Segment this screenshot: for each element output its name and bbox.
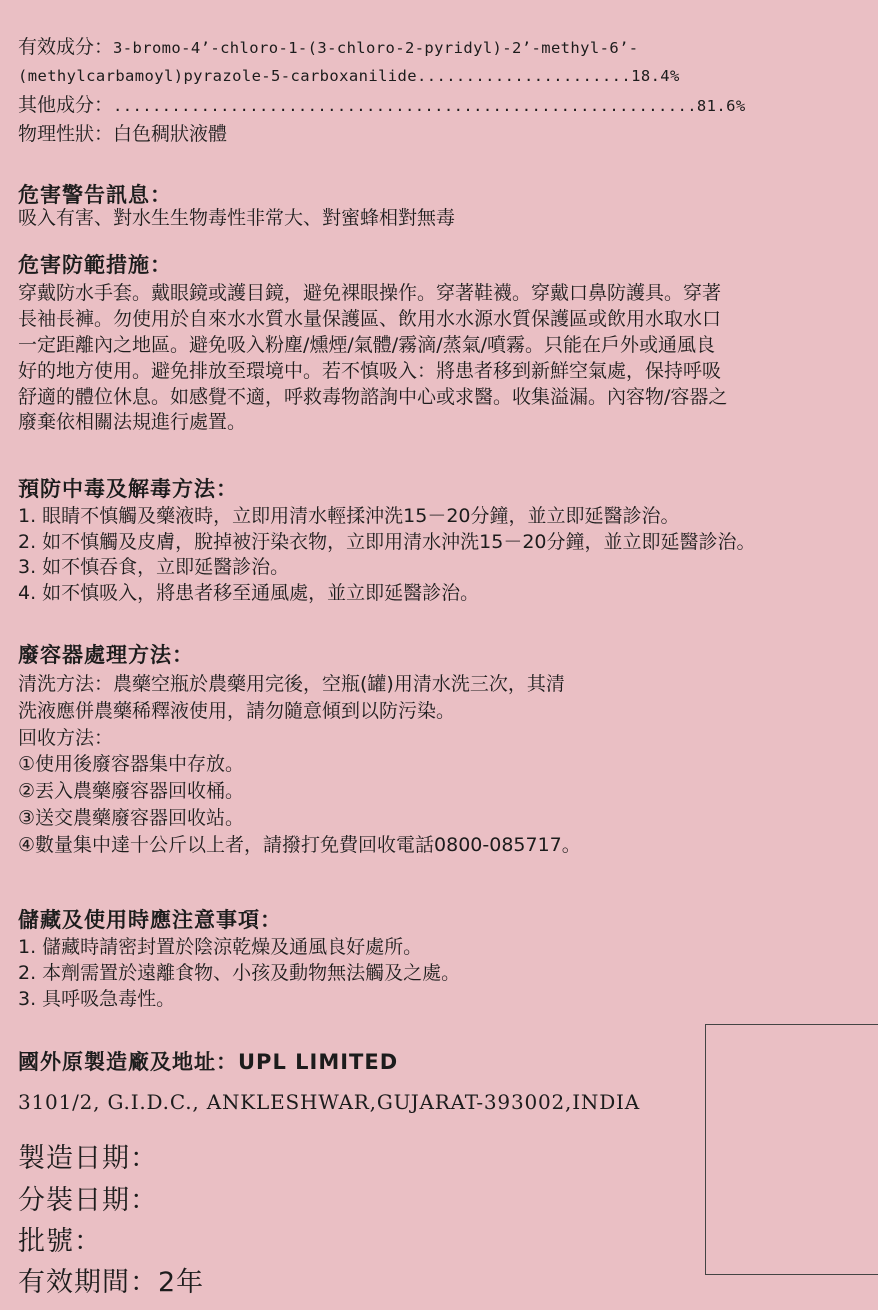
- other-ingredients-value: ............................................................81.6%: [113, 97, 746, 115]
- disposal-line: ①使用後廢容器集中存放。: [18, 753, 245, 775]
- other-ingredients-label: 其他成分：: [18, 94, 114, 116]
- firstaid-title: 預防中毒及解毒方法：: [18, 477, 238, 501]
- precaution-title: 危害防範措施：: [18, 253, 172, 277]
- hazard-title: 危害警告訊息：: [18, 183, 172, 207]
- manufacturer-title: 國外原製造廠及地址：UPL LIMITED: [18, 1050, 399, 1074]
- storage-title: 儲藏及使用時應注意事項：: [18, 908, 282, 932]
- other-ingredients: [18, 92, 746, 119]
- firstaid-item: 2. 如不慎觸及皮膚，脫掉被汙染衣物，立即用清水沖洗15－20分鐘，並立即延醫診治。: [18, 531, 756, 553]
- storage-item: 3. 具呼吸急毒性。: [18, 988, 176, 1010]
- precaution-line: 廢棄依相關法規進行處置。: [18, 411, 247, 433]
- precaution-line: 穿戴防水手套。戴眼鏡或護目鏡，避免裸眼操作。穿著鞋襪。穿戴口鼻防護具。穿著: [18, 282, 722, 304]
- disposal-line: 洗液應併農藥稀釋液使用，請勿隨意傾到以防污染。: [18, 700, 456, 722]
- physical-state: 物理性狀：白色稠狀液體: [18, 123, 228, 145]
- active-ingredient-name: 3-bromo-4’-chloro-1-(3-chloro-2-pyridyl)-2’-methyl-6’-: [113, 39, 639, 57]
- disposal-line: ②丟入農藥廢容器回收桶。: [18, 780, 245, 802]
- precaution-line: 好的地方使用。避免排放至環境中。若不慎吸入：將患者移到新鮮空氣處，保持呼吸: [18, 360, 722, 382]
- disposal-line: ④數量集中達十公斤以上者，請撥打免費回收電話0800-085717。: [18, 834, 581, 856]
- disposal-line: ③送交農藥廢容器回收站。: [18, 807, 245, 829]
- stamp-box: [705, 1024, 878, 1275]
- manufacturer-address: 3101/2, G.I.D.C., ANKLESHWAR,GUJARAT-393002,INDIA: [18, 1090, 640, 1114]
- batch-number-label: 批號：: [18, 1226, 102, 1257]
- hazard-text: 吸入有害、對水生生物毒性非常大、對蜜蜂相對無毒: [18, 207, 456, 229]
- disposal-line: 回收方法：: [18, 727, 114, 749]
- active-ingredient-line-2: (methylcarbamoyl)pyrazole-5-carboxanilide......................18.4%: [18, 67, 680, 85]
- precaution-line: 舒適的體位休息。如感覺不適，呼救毒物諮詢中心或求醫。收集溢漏。內容物/容器之: [18, 386, 728, 408]
- firstaid-item: 4. 如不慎吸入，將患者移至通風處，並立即延醫診治。: [18, 582, 480, 604]
- precaution-line: 長袖長褲。勿使用於自來水水質水量保護區、飲用水水源水質保護區或飲用水取水口: [18, 308, 722, 330]
- packaging-date-label: 分裝日期：: [18, 1185, 158, 1216]
- firstaid-item: 1. 眼睛不慎觸及藥液時，立即用清水輕揉沖洗15－20分鐘，並立即延醫診治。: [18, 505, 680, 527]
- disposal-title: 廢容器處理方法：: [18, 643, 194, 667]
- storage-item: 2. 本劑需置於遠離食物、小孩及動物無法觸及之處。: [18, 962, 461, 984]
- active-ingredient-line-1: [18, 34, 639, 61]
- precaution-line: 一定距離內之地區。避免吸入粉塵/燻煙/氣體/霧滴/蒸氣/噴霧。只能在戶外或通風良: [18, 334, 716, 356]
- active-ingredient-label: 有效成分：: [18, 36, 114, 58]
- manufacture-date-label: 製造日期：: [18, 1143, 158, 1174]
- firstaid-item: 3. 如不慎吞食，立即延醫診治。: [18, 556, 290, 578]
- disposal-line: 清洗方法：農藥空瓶於農藥用完後，空瓶(罐)用清水洗三次，其清: [18, 673, 565, 695]
- validity-period: 有效期間：2年: [18, 1267, 205, 1298]
- storage-item: 1. 儲藏時請密封置於陰涼乾燥及通風良好處所。: [18, 936, 423, 958]
